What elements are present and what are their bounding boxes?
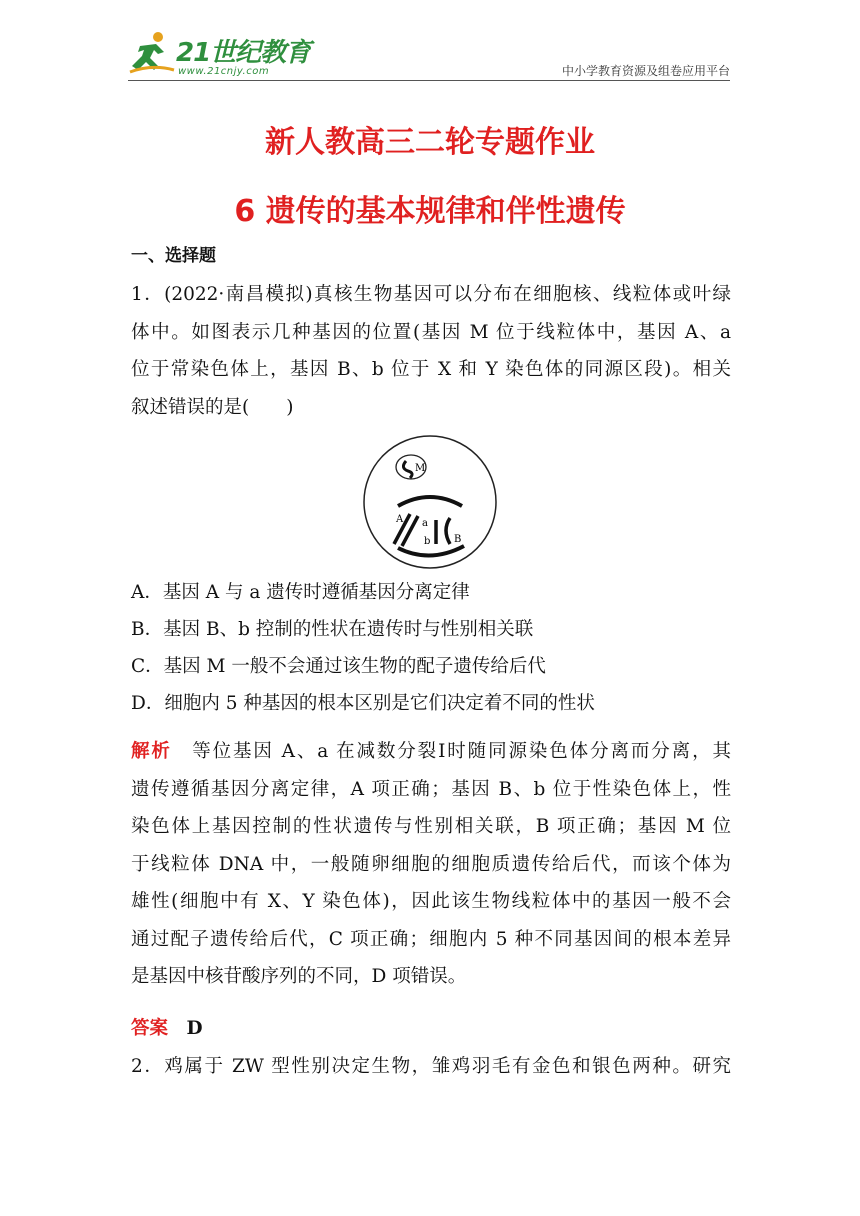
cell-diagram [360, 434, 500, 570]
analysis-line-1 [131, 733, 731, 771]
analysis-line-3: 染色体上基因控制的性状遗传与性别相关联，B 项正确；基因 M 位 [131, 816, 731, 837]
option-b: B．基因 B、b 控制的性状在遗传时与性别相关联 [131, 619, 534, 640]
question-2-stem [131, 1048, 731, 1086]
question-1-analysis [131, 733, 731, 996]
section-heading: 一、选择题 [131, 246, 216, 266]
analysis-first: 等位基因 A、a 在减数分裂Ⅰ时随同源染色体分离而分离，其 [171, 741, 731, 762]
answer-value: D [168, 1018, 203, 1039]
logo-url: www.21cnjy.com [178, 66, 270, 77]
answer-label: 答案 [131, 1018, 169, 1039]
logo [128, 30, 328, 80]
outer-arc-bottom [398, 546, 464, 556]
runner-logo-icon [128, 30, 176, 76]
page-title: 新人教高三二轮专题作业 [265, 125, 595, 160]
chromosome-4 [446, 518, 450, 544]
question-1-stem [131, 276, 731, 426]
label-M: M [415, 463, 426, 474]
platform-label: 中小学教育资源及组卷应用平台 [561, 64, 730, 78]
q2-line-1: 2．鸡属于 ZW 型性别决定生物，雏鸡羽毛有金色和银色两种。研究 [131, 1056, 731, 1077]
question-1-options [131, 574, 731, 722]
q1-line-1: 1．(2022·南昌模拟)真核生物基因可以分布在细胞核、线粒体或叶绿 [131, 284, 731, 305]
outer-arc-top [398, 497, 462, 506]
label-A: A [396, 514, 404, 525]
label-b: b [424, 536, 431, 547]
analysis-line-7: 是基因中核苷酸序列的不同，D 项错误。 [131, 966, 467, 987]
question-1-answer [131, 1010, 731, 1048]
analysis-line-4: 于线粒体 DNA 中，一般随卵细胞的细胞质遗传给后代，而该个体为 [131, 853, 731, 875]
label-a: a [422, 518, 428, 529]
analysis-line-6: 通过配子遗传给后代，C 项正确；细胞内 5 种不同基因间的根本差异 [131, 928, 731, 950]
option-d: D．细胞内 5 种基因的根本区别是它们决定着不同的性状 [131, 693, 595, 714]
q1-line-2: 体中。如图表示几种基因的位置(基因 M 位于线粒体中，基因 A、a [131, 321, 731, 343]
label-B: B [454, 534, 462, 545]
q1-line-3: 位于常染色体上，基因 B、b 位于 X 和 Y 染色体的同源区段)。相关 [131, 359, 731, 380]
analysis-line-2: 遗传遵循基因分离定律，A 项正确；基因 B、b 位于性染色体上，性 [131, 778, 731, 800]
option-a: A．基因 A 与 a 遗传时遵循基因分离定律 [131, 582, 470, 603]
page-header [128, 26, 730, 80]
option-c: C．基因 M 一般不会通过该生物的配子遗传给后代 [131, 656, 546, 677]
header-divider [128, 80, 730, 81]
q1-line-4: 叙述错误的是( ) [131, 396, 294, 418]
cell-diagram-svg [360, 434, 500, 570]
analysis-label: 解析 [131, 741, 172, 762]
page-subtitle: 6 遗传的基本规律和伴性遗传 [234, 194, 626, 229]
analysis-line-5: 雄性(细胞中有 X、Y 染色体)，因此该生物线粒体中的基因一般不会 [131, 891, 731, 912]
logo-text: 21世纪教育 [176, 38, 311, 68]
chromosome-2 [402, 516, 418, 546]
